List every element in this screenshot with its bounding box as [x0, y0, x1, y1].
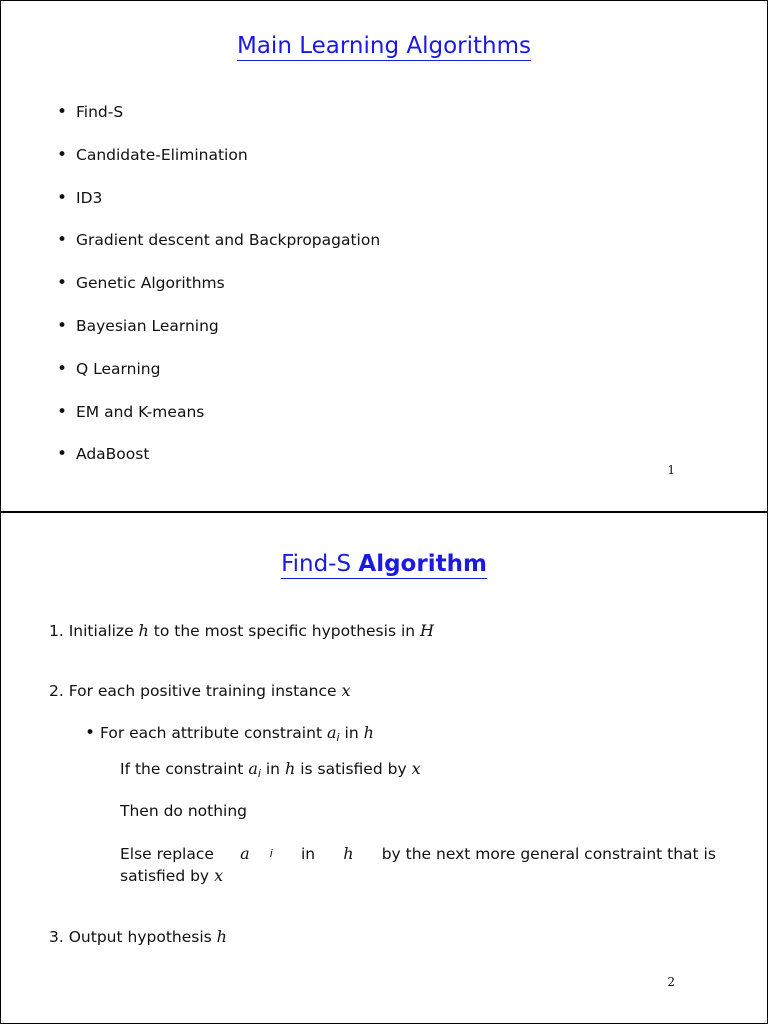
- if-line: If the constraint $a_i$ in h is satisfied by x: [120, 759, 421, 780]
- slide-2-title: Find-S Algorithm: [281, 551, 487, 577]
- sub-bullet: • For each attribute constraint $a_i$ in h: [85, 723, 374, 744]
- list-item: • Gradient descent and Backpropagation: [57, 230, 380, 273]
- list-item: • Bayesian Learning: [57, 316, 380, 359]
- slide-1-title: Main Learning Algorithms: [236, 33, 531, 59]
- list-item: • Find-S: [57, 102, 380, 145]
- then-line: Then do nothing: [120, 802, 248, 820]
- step-2: 2. For each positive training instance x: [49, 681, 351, 700]
- list-item: • ID3: [57, 188, 380, 231]
- step-1: 1. Initialize h to the most specific hypothesis in H: [49, 621, 434, 640]
- else-line: Else replace a i in h by the next more general constraint that is satisfied by x: [120, 844, 716, 885]
- list-item: • Genetic Algorithms: [57, 273, 380, 316]
- list-item: • Q Learning: [57, 359, 380, 402]
- slide-2: [0, 512, 768, 1024]
- list-item: • AdaBoost: [57, 444, 380, 487]
- step-3: 3. Output hypothesis h: [49, 927, 227, 946]
- algorithm-list: [57, 102, 380, 487]
- list-item: • Candidate-Elimination: [57, 145, 380, 188]
- list-item: • EM and K-means: [57, 402, 380, 445]
- page-number: 1: [667, 463, 675, 477]
- page-number: 2: [667, 975, 675, 989]
